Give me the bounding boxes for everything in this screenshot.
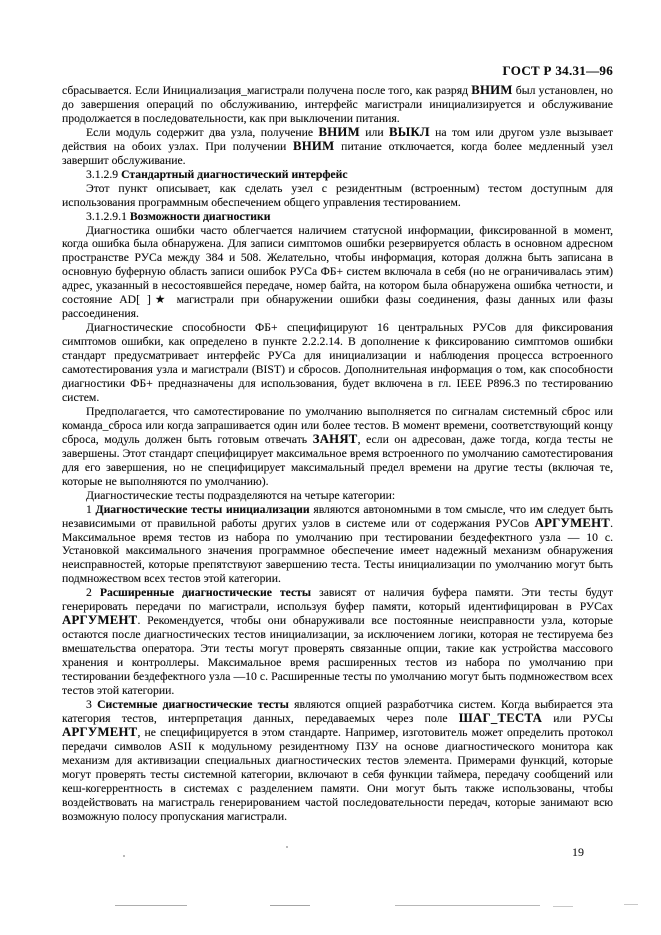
text-run: Если модуль содержит два узла, получение [86, 125, 319, 139]
paragraph [62, 586, 613, 698]
text-run: 3.1.2.9.1 [86, 209, 130, 223]
text-run: или [359, 125, 389, 139]
scan-artifact-dot [123, 855, 125, 857]
section-heading [62, 168, 613, 182]
scan-artifact-line [553, 906, 573, 907]
paragraph [62, 503, 613, 587]
text-run: , если он адресован, даже тогда, когда тесты не завершены. Этот стандарт специфицирует максимальное время встроенного по умолчанию самотестирования для его завершения, но не специфицирует максимальный предел времени на другие тесты (включая те, которые не выполняются по умолчанию). [62, 432, 613, 488]
page-number: 19 [572, 845, 584, 859]
text-run: или РУСы [542, 711, 613, 725]
text-run: АРГУМЕНТ [534, 515, 611, 530]
text-run: ЗАНЯТ [312, 431, 358, 446]
text-run: 2 [86, 586, 100, 600]
text-run: Стандартный диагностический интерфейс [121, 167, 348, 181]
standard-number-header: ГОСТ Р 34.31—96 [502, 63, 613, 78]
scan-artifact-line [270, 905, 310, 906]
scan-artifact-line [395, 905, 540, 906]
text-run: был установлен, но до завершения операций по обслуживанию, интерфейс магистрали инициализируется и обслуживание продолжается в последовательности, как при выключении питания. [62, 84, 614, 125]
text-run: на том или другом узле вызывает действия на обоих узлах. При получении [62, 125, 614, 153]
paragraph [62, 182, 613, 210]
text-run: Диагностические тесты подразделяются на четыре категории: [86, 488, 396, 502]
text-run: Системные диагностические тесты [97, 697, 289, 711]
text-run: 1 [86, 502, 96, 516]
text-run: ВЫКЛ [388, 124, 430, 139]
text-run: ВНИМ [471, 83, 513, 97]
text-run: АРГУМЕНТ [62, 724, 138, 739]
section-heading [62, 210, 613, 224]
paragraph [62, 489, 613, 503]
text-run: ШАГ_ТЕСТА [458, 710, 543, 725]
text-run: . Рекомендуется, чтобы они обнаруживали все постоянные неисправности узла, которые остаются после диагностических тестов инициализации, за исключением логики, которая не тестируема без вмешательства оператора. Эти тесты могут проверять связанные опции, такие как устройства массового хранения и контроллеры. Максимальное время расширенных тестов из набора по умолчанию при тестировании бездефектного узла —10 с. Расширенные тесты по умолчанию могут быть подмножеством всех тестов этой категории. [62, 614, 613, 697]
scan-artifact-line [115, 905, 187, 906]
scan-artifact-dot [286, 846, 288, 848]
text-run: Возможности диагностики [129, 209, 271, 223]
paragraph [62, 224, 613, 322]
text-run: Диагностические способности ФБ+ специфицируют 16 центральных РУСов для фиксирования симптомов ошибки, как определено в пункте 2.2.2.14. В дополнение к фиксированию симптомов ошибки стандарт предусматривает интерфейс РУСа для инициализации и наблюдения процесса встроенного самотестирования узла и магистрали (BIST) и сбросов. Дополнительная информация о том, как способности диагностики ФБ+ предназначены для использования, будет включена в гл. IEEE P896.3 по тестированию систем. [62, 321, 613, 404]
paragraph [62, 405, 613, 489]
text-run: являются опцией разработчика систем. Когда выбирается эта категория тестов, интерпретация данных, передаваемых через поле [62, 697, 613, 725]
text-run: являются автономными в том смысле, что им следует быть независимыми от правильной работы других узлов в системе или от содержания РУСов [62, 502, 613, 530]
text-run: ВНИМ [293, 138, 335, 153]
text-run: Расширенные диагностические тесты [99, 586, 312, 600]
paragraph [62, 84, 613, 126]
text-run: , не специфицируется в этом стандарте. Например, изготовитель может определить протокол передачи символов ASII к модульному резидентному ПЗУ на основе диагностического монитора как механизм для активизации специальных диагностических тестов элемента. Примерами функций, которые могут проверять тесты системной категории, включают в себя функции таймера, передачу сообщений или кеш-когеррентность в системах с разделением памяти. Они могут быть также использованы, чтобы воздействовать на магистраль генерированием частой последовательности передач, которые занимают всю возможную полосу пропускания магистрали. [62, 725, 613, 823]
paragraph [62, 126, 613, 168]
text-run: 3.1.2.9 [86, 167, 122, 181]
text-run: питание отключается, когда более медленный узел завершит обслуживание. [62, 139, 613, 167]
text-run: . Максимальное время тестов из набора по умолчанию при тестировании бездефектного узла — 10 с. Установкой максимального значения программное обеспечение имеет надежный механизм обнаружения неисправностей, которые препятствуют завершению теста. Тесты инициализации по умолчанию могут быть подмножеством всех тестов этой категории. [62, 516, 613, 586]
text-run: зависят от наличия буфера памяти. Эти тесты будут генерировать передачи по магистрали, используя буфер памяти, который идентифицирован в РУСах [62, 586, 613, 614]
text-run: 3 [86, 697, 98, 711]
text-run: Этот пункт описывает, как сделать узел с резидентным (встроенным) тестом доступным для использования программным обеспечением общего управления тестированием. [62, 181, 613, 209]
text-run: Диагностика ошибки часто облегчается наличием статусной информации, фиксированной в момент, когда ошибка была обнаружена. Для записи симптомов ошибки резервируется область в основном адресном пространстве РУСа между 384 и 508. Желательно, чтобы информация, которая должна быть записана в основную буферную область записи ошибок РУСа ФБ+ систем включала в себя (но не ограничивалась этим) адрес, указанный в несостоявшейся передаче, номер байта, на котором была обнаружена ошибка четности, и состояние AD[ ]★ магистрали при обнаружении ошибки фазы соединения, фазы данных или фазы рассоединения. [62, 223, 613, 321]
paragraph [62, 321, 613, 405]
text-run: сбрасывается. Если Инициализация_магистрали получена после того, как разряд [62, 84, 472, 97]
paragraph [62, 698, 613, 824]
text-run: ВНИМ [318, 124, 360, 139]
text-run: Предполагается, что самотестирование по умолчанию выполняется по сигналам системный сброс или команда_сброса или когда запрашивается один или более тестов. В момент времени, соответствующий концу сброса, модуль должен быть готовым отвечать [62, 404, 613, 446]
scan-artifact-line [624, 904, 638, 905]
text-run: АРГУМЕНТ [62, 613, 138, 628]
document-body [62, 84, 613, 824]
text-run: Диагностические тесты инициализации [95, 502, 310, 516]
